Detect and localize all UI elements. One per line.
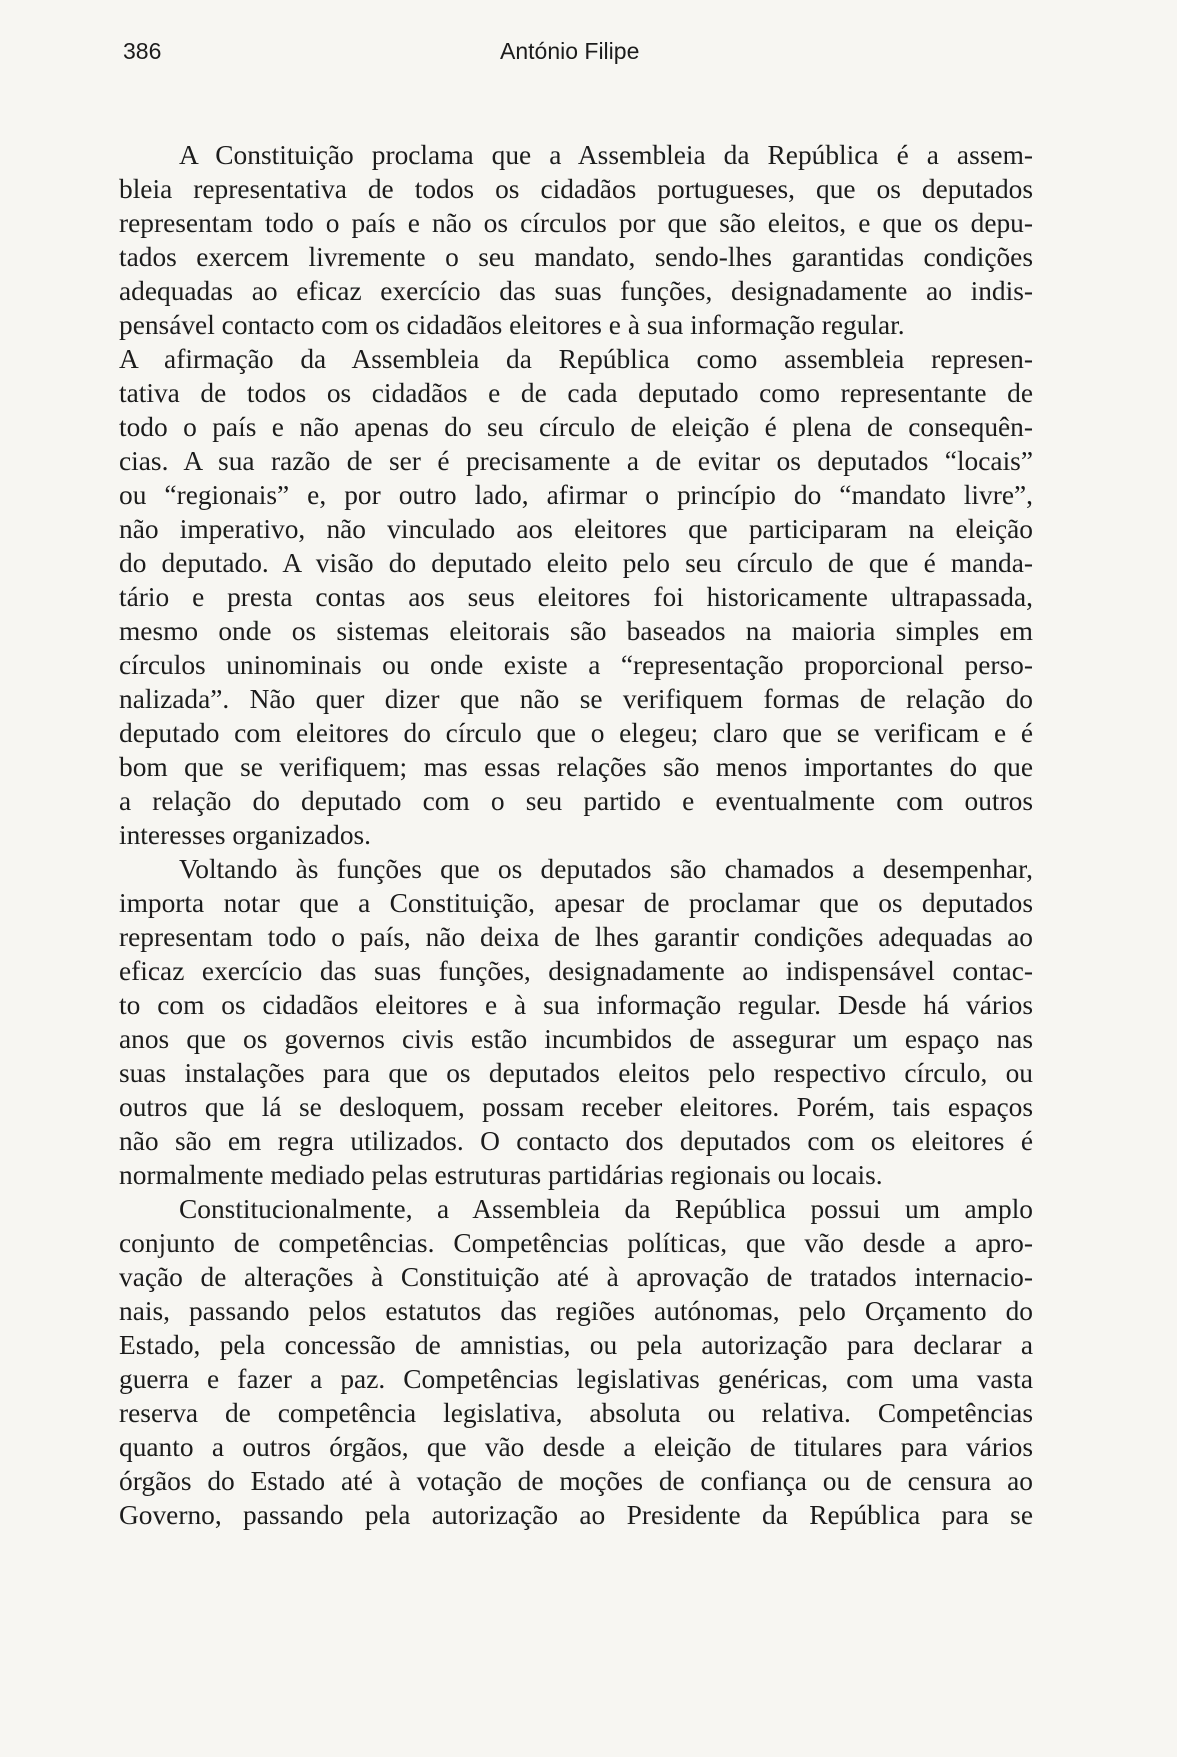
text-line: bom que se verifiquem; mas essas relações são menos importantes do que <box>119 752 1033 782</box>
text-line: eficaz exercício das suas funções, designadamente ao indispensável contac- <box>119 956 1033 986</box>
text-line: anos que os governos civis estão incumbidos de assegurar um espaço nas <box>119 1024 1033 1054</box>
text-line: deputado com eleitores do círculo que o elegeu; claro que se verificam e é <box>119 718 1033 748</box>
text-line: guerra e fazer a paz. Competências legislativas genéricas, com uma vasta <box>119 1364 1033 1394</box>
text-line: interesses organizados. <box>119 820 372 850</box>
text-line: tados exercem livremente o seu mandato, sendo-lhes garantidas condições <box>119 242 1033 272</box>
text-line: A afirmação da Assembleia da República como assembleia represen- <box>119 344 1033 374</box>
text-line: do deputado. A visão do deputado eleito pelo seu círculo de que é manda- <box>119 548 1033 578</box>
text-line: Estado, pela concessão de amnistias, ou pela autorização para declarar a <box>119 1330 1033 1360</box>
text-line: cias. A sua razão de ser é precisamente a de evitar os deputados “locais” <box>119 446 1033 476</box>
text-line: vação de alterações à Constituição até à aprovação de tratados internacio- <box>119 1262 1033 1292</box>
text-line: Voltando às funções que os deputados são chamados a desempenhar, <box>179 854 1033 884</box>
text-line: suas instalações para que os deputados eleitos pelo respectivo círculo, ou <box>119 1058 1033 1088</box>
text-line: tativa de todos os cidadãos e de cada deputado como representante de <box>119 378 1033 408</box>
text-line: tário e presta contas aos seus eleitores foi historicamente ultrapassada, <box>119 582 1033 612</box>
text-line: nalizada”. Não quer dizer que não se verifiquem formas de relação do <box>119 684 1033 714</box>
page-header <box>123 38 1043 74</box>
text-line: órgãos do Estado até à votação de moções de confiança ou de censura ao <box>119 1466 1033 1496</box>
text-line: to com os cidadãos eleitores e à sua informação regular. Desde há vários <box>119 990 1033 1020</box>
page-number: 386 <box>123 38 162 64</box>
text-line: reserva de competência legislativa, absoluta ou relativa. Competências <box>119 1398 1033 1428</box>
text-line: normalmente mediado pelas estruturas partidárias regionais ou locais. <box>119 1160 883 1190</box>
text-line: conjunto de competências. Competências políticas, que vão desde a apro- <box>119 1228 1033 1258</box>
text-line: Governo, passando pela autorização ao Presidente da República para se <box>119 1500 1033 1530</box>
running-head: António Filipe <box>500 38 640 64</box>
text-line: A Constituição proclama que a Assembleia da República é a assem- <box>179 140 1033 170</box>
text-line: não imperativo, não vinculado aos eleitores que participaram na eleição <box>119 514 1033 544</box>
text-line: representam todo o país e não os círculos por que são eleitos, e que os depu- <box>119 208 1033 238</box>
text-line: bleia representativa de todos os cidadãos portugueses, que os deputados <box>119 174 1033 204</box>
text-line: adequadas ao eficaz exercício das suas funções, designadamente ao indis- <box>119 276 1033 306</box>
text-line: quanto a outros órgãos, que vão desde a eleição de titulares para vários <box>119 1432 1033 1462</box>
text-line: círculos uninominais ou onde existe a “representação proporcional perso- <box>119 650 1033 680</box>
text-line: todo o país e não apenas do seu círculo de eleição é plena de consequên- <box>119 412 1033 442</box>
text-line: a relação do deputado com o seu partido e eventualmente com outros <box>119 786 1033 816</box>
text-line: pensável contacto com os cidadãos eleitores e à sua informação regular. <box>119 310 905 340</box>
text-line: Constitucionalmente, a Assembleia da República possui um amplo <box>179 1194 1033 1224</box>
text-line: não são em regra utilizados. O contacto dos deputados com os eleitores é <box>119 1126 1033 1156</box>
text-line: outros que lá se desloquem, possam receber eleitores. Porém, tais espaços <box>119 1092 1033 1122</box>
body-text <box>119 138 1033 1532</box>
text-line: representam todo o país, não deixa de lhes garantir condições adequadas ao <box>119 922 1033 952</box>
text-line: mesmo onde os sistemas eleitorais são baseados na maioria simples em <box>119 616 1033 646</box>
text-line: ou “regionais” e, por outro lado, afirmar o princípio do “mandato livre”, <box>119 480 1033 510</box>
text-line: importa notar que a Constituição, apesar de proclamar que os deputados <box>119 888 1033 918</box>
text-line: nais, passando pelos estatutos das regiões autónomas, pelo Orçamento do <box>119 1296 1033 1326</box>
